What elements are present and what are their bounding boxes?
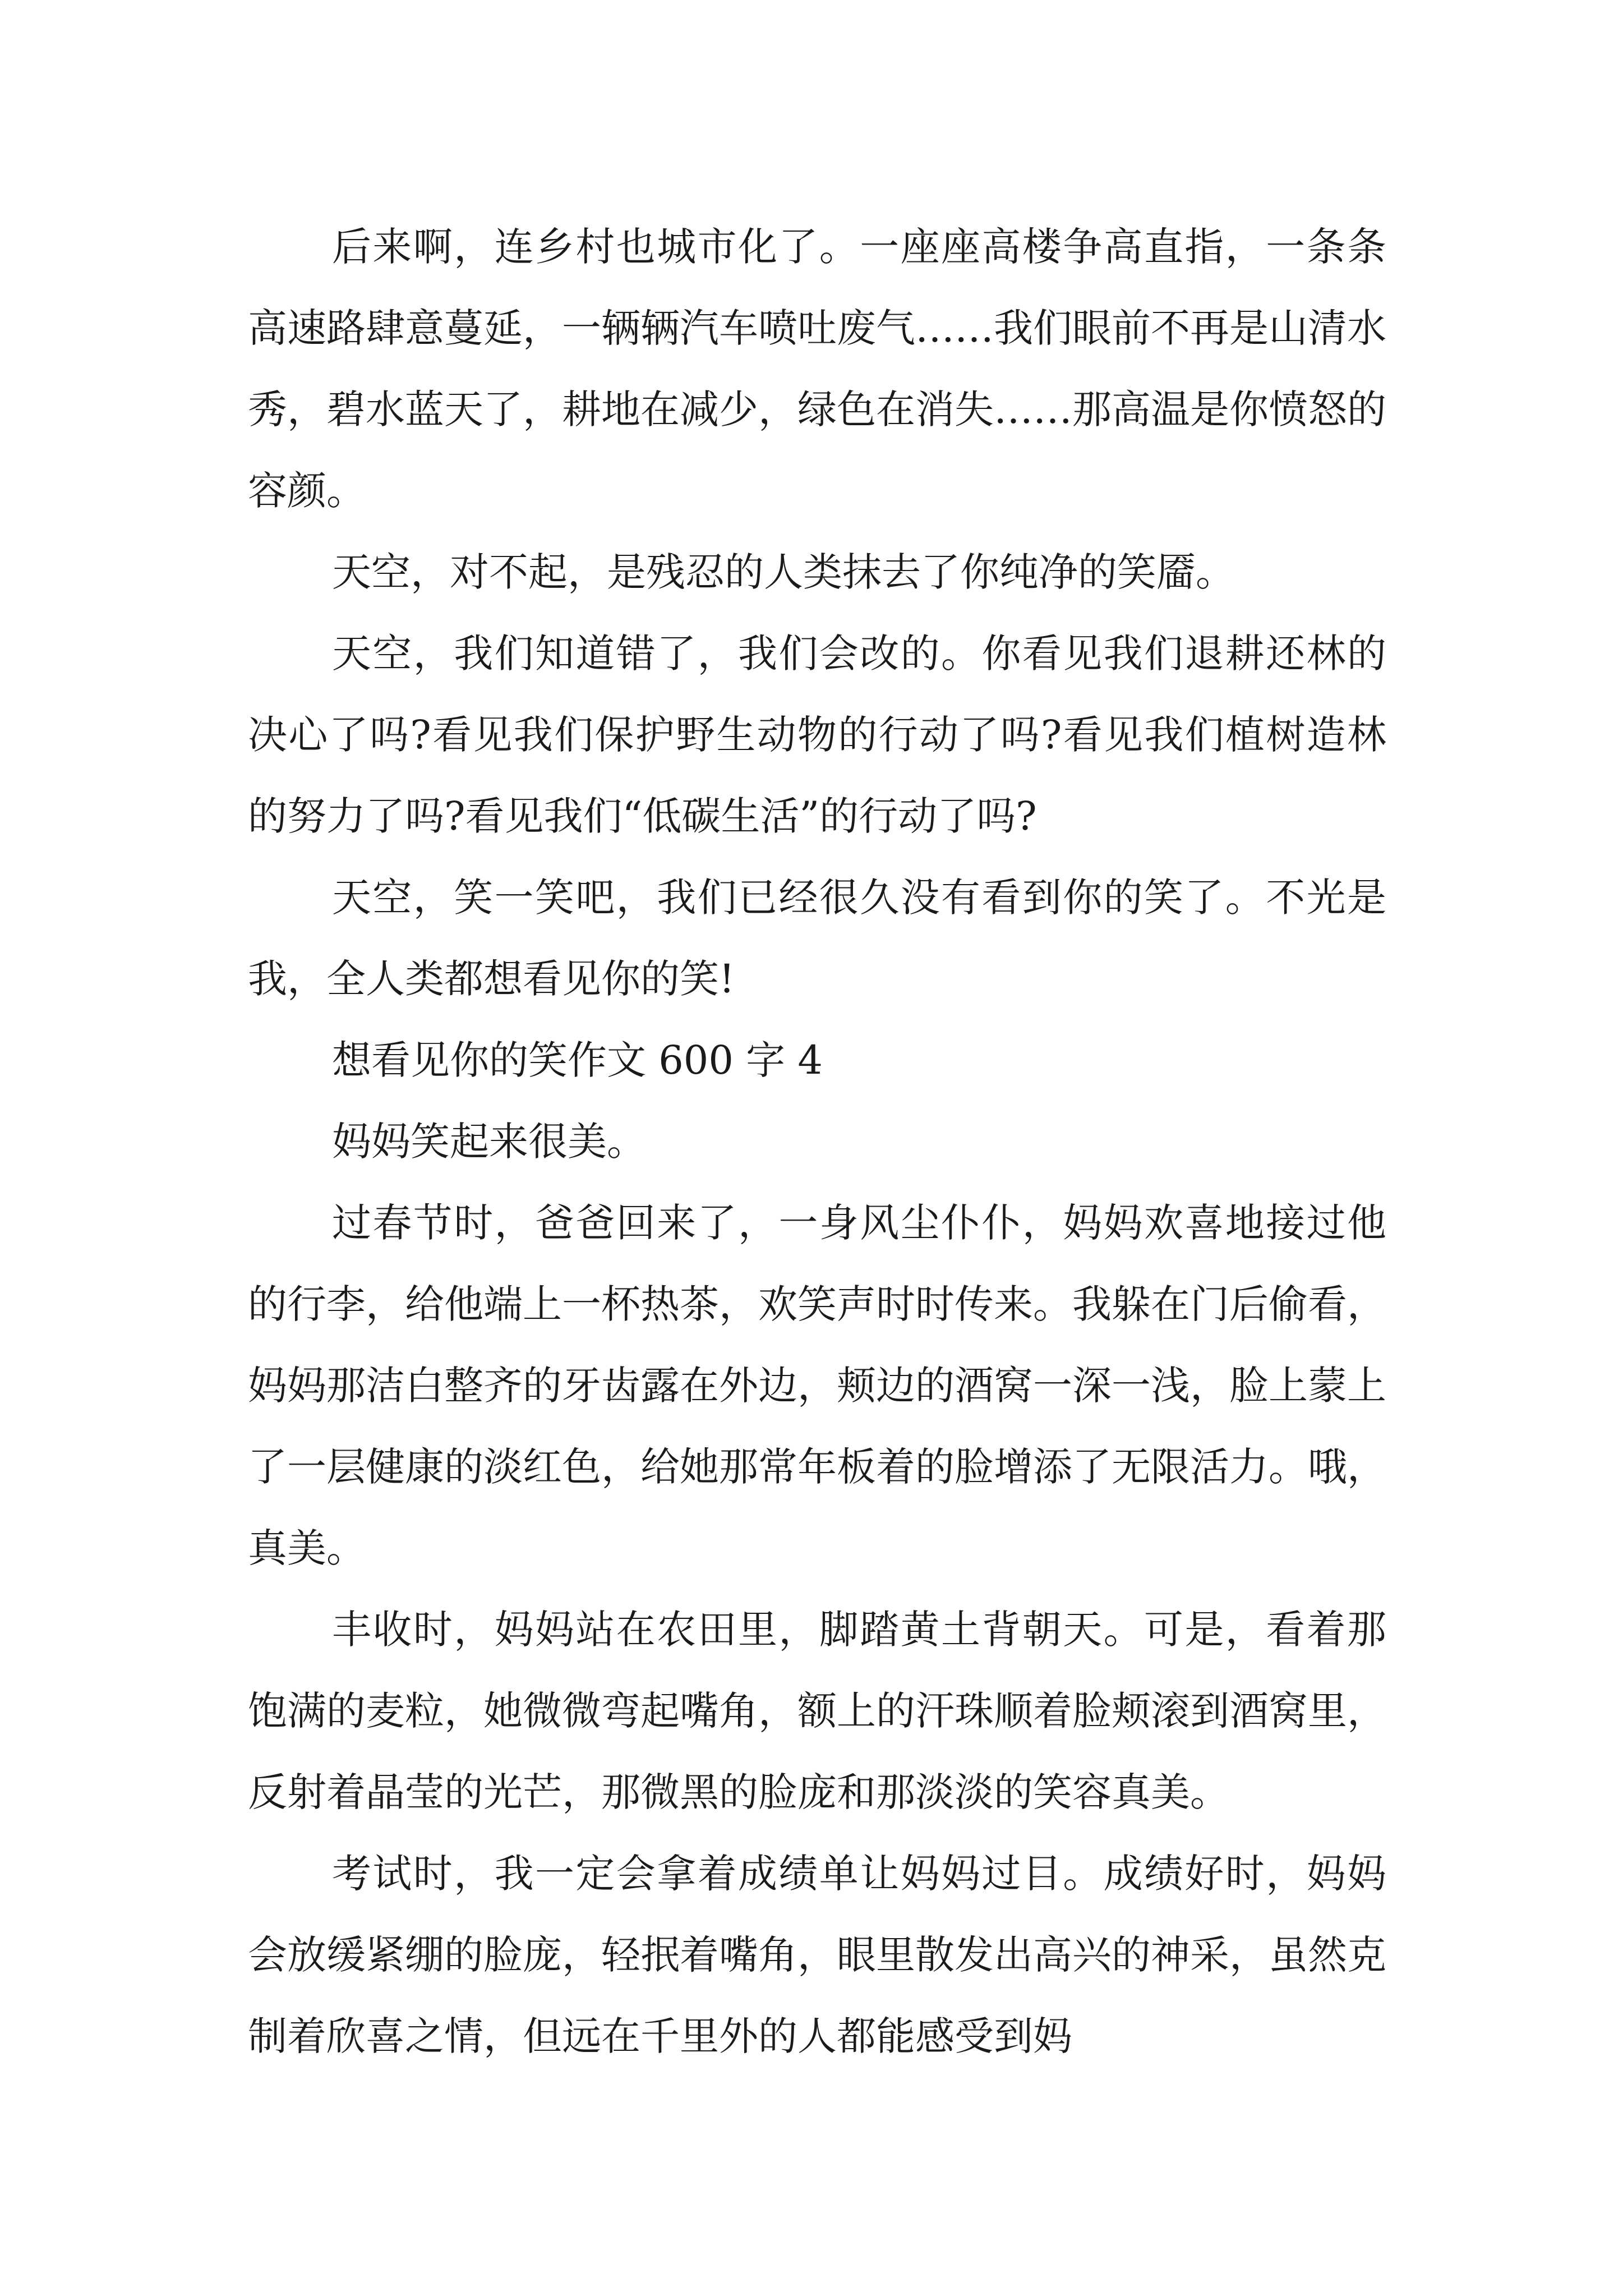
paragraph: 丰收时，妈妈站在农田里，脚踏黄土背朝天。可是，看着那饱满的麦粒，她微微弯起嘴角，额上的汗珠顺着脸颊滚到酒窝里，反射着晶莹的光芒，那微黑的脸庞和那淡淡的笑容真美。 (248, 1607, 1386, 1815)
document-body (248, 206, 1386, 2077)
paragraph: 过春节时，爸爸回来了，一身风尘仆仆，妈妈欢喜地接过他的行李，给他端上一杯热茶，欢笑声时时传来。我躲在门后偷看，妈妈那洁白整齐的牙齿露在外边，颊边的酒窝一深一浅，脸上蒙上了一层健康的淡红色，给她那常年板着的脸增添了无限活力。哦，真美。 (248, 1200, 1386, 1571)
paragraph: 天空，对不起，是残忍的人类抹去了你纯净的笑靥。 (332, 549, 1235, 595)
paragraph: 妈妈笑起来很美。 (332, 1119, 646, 1165)
paragraph: 天空，我们知道错了，我们会改的。你看见我们退耕还林的决心了吗?看见我们保护野生动物的行动了吗?看见我们植树造林的努力了吗?看见我们“低碳生活”的行动了吗? (248, 631, 1386, 839)
paragraph: 后来啊，连乡村也城市化了。一座座高楼争高直指，一条条高速路肆意蔓延，一辆辆汽车喷吐废气……我们眼前不再是山清水秀，碧水蓝天了，耕地在减少，绿色在消失……那高温是你愤怒的容颜。 (248, 224, 1386, 514)
section-heading: 想看见你的笑作文 600 字 4 (332, 1037, 823, 1083)
paragraph: 考试时，我一定会拿着成绩单让妈妈过目。成绩好时，妈妈会放缓紧绷的脸庞，轻抿着嘴角，眼里散发出高兴的神采，虽然克制着欣喜之情，但远在千里外的人都能感受到妈 (248, 1851, 1386, 2059)
paragraph: 天空，笑一笑吧，我们已经很久没有看到你的笑了。不光是我，全人类都想看见你的笑! (248, 875, 1386, 1002)
